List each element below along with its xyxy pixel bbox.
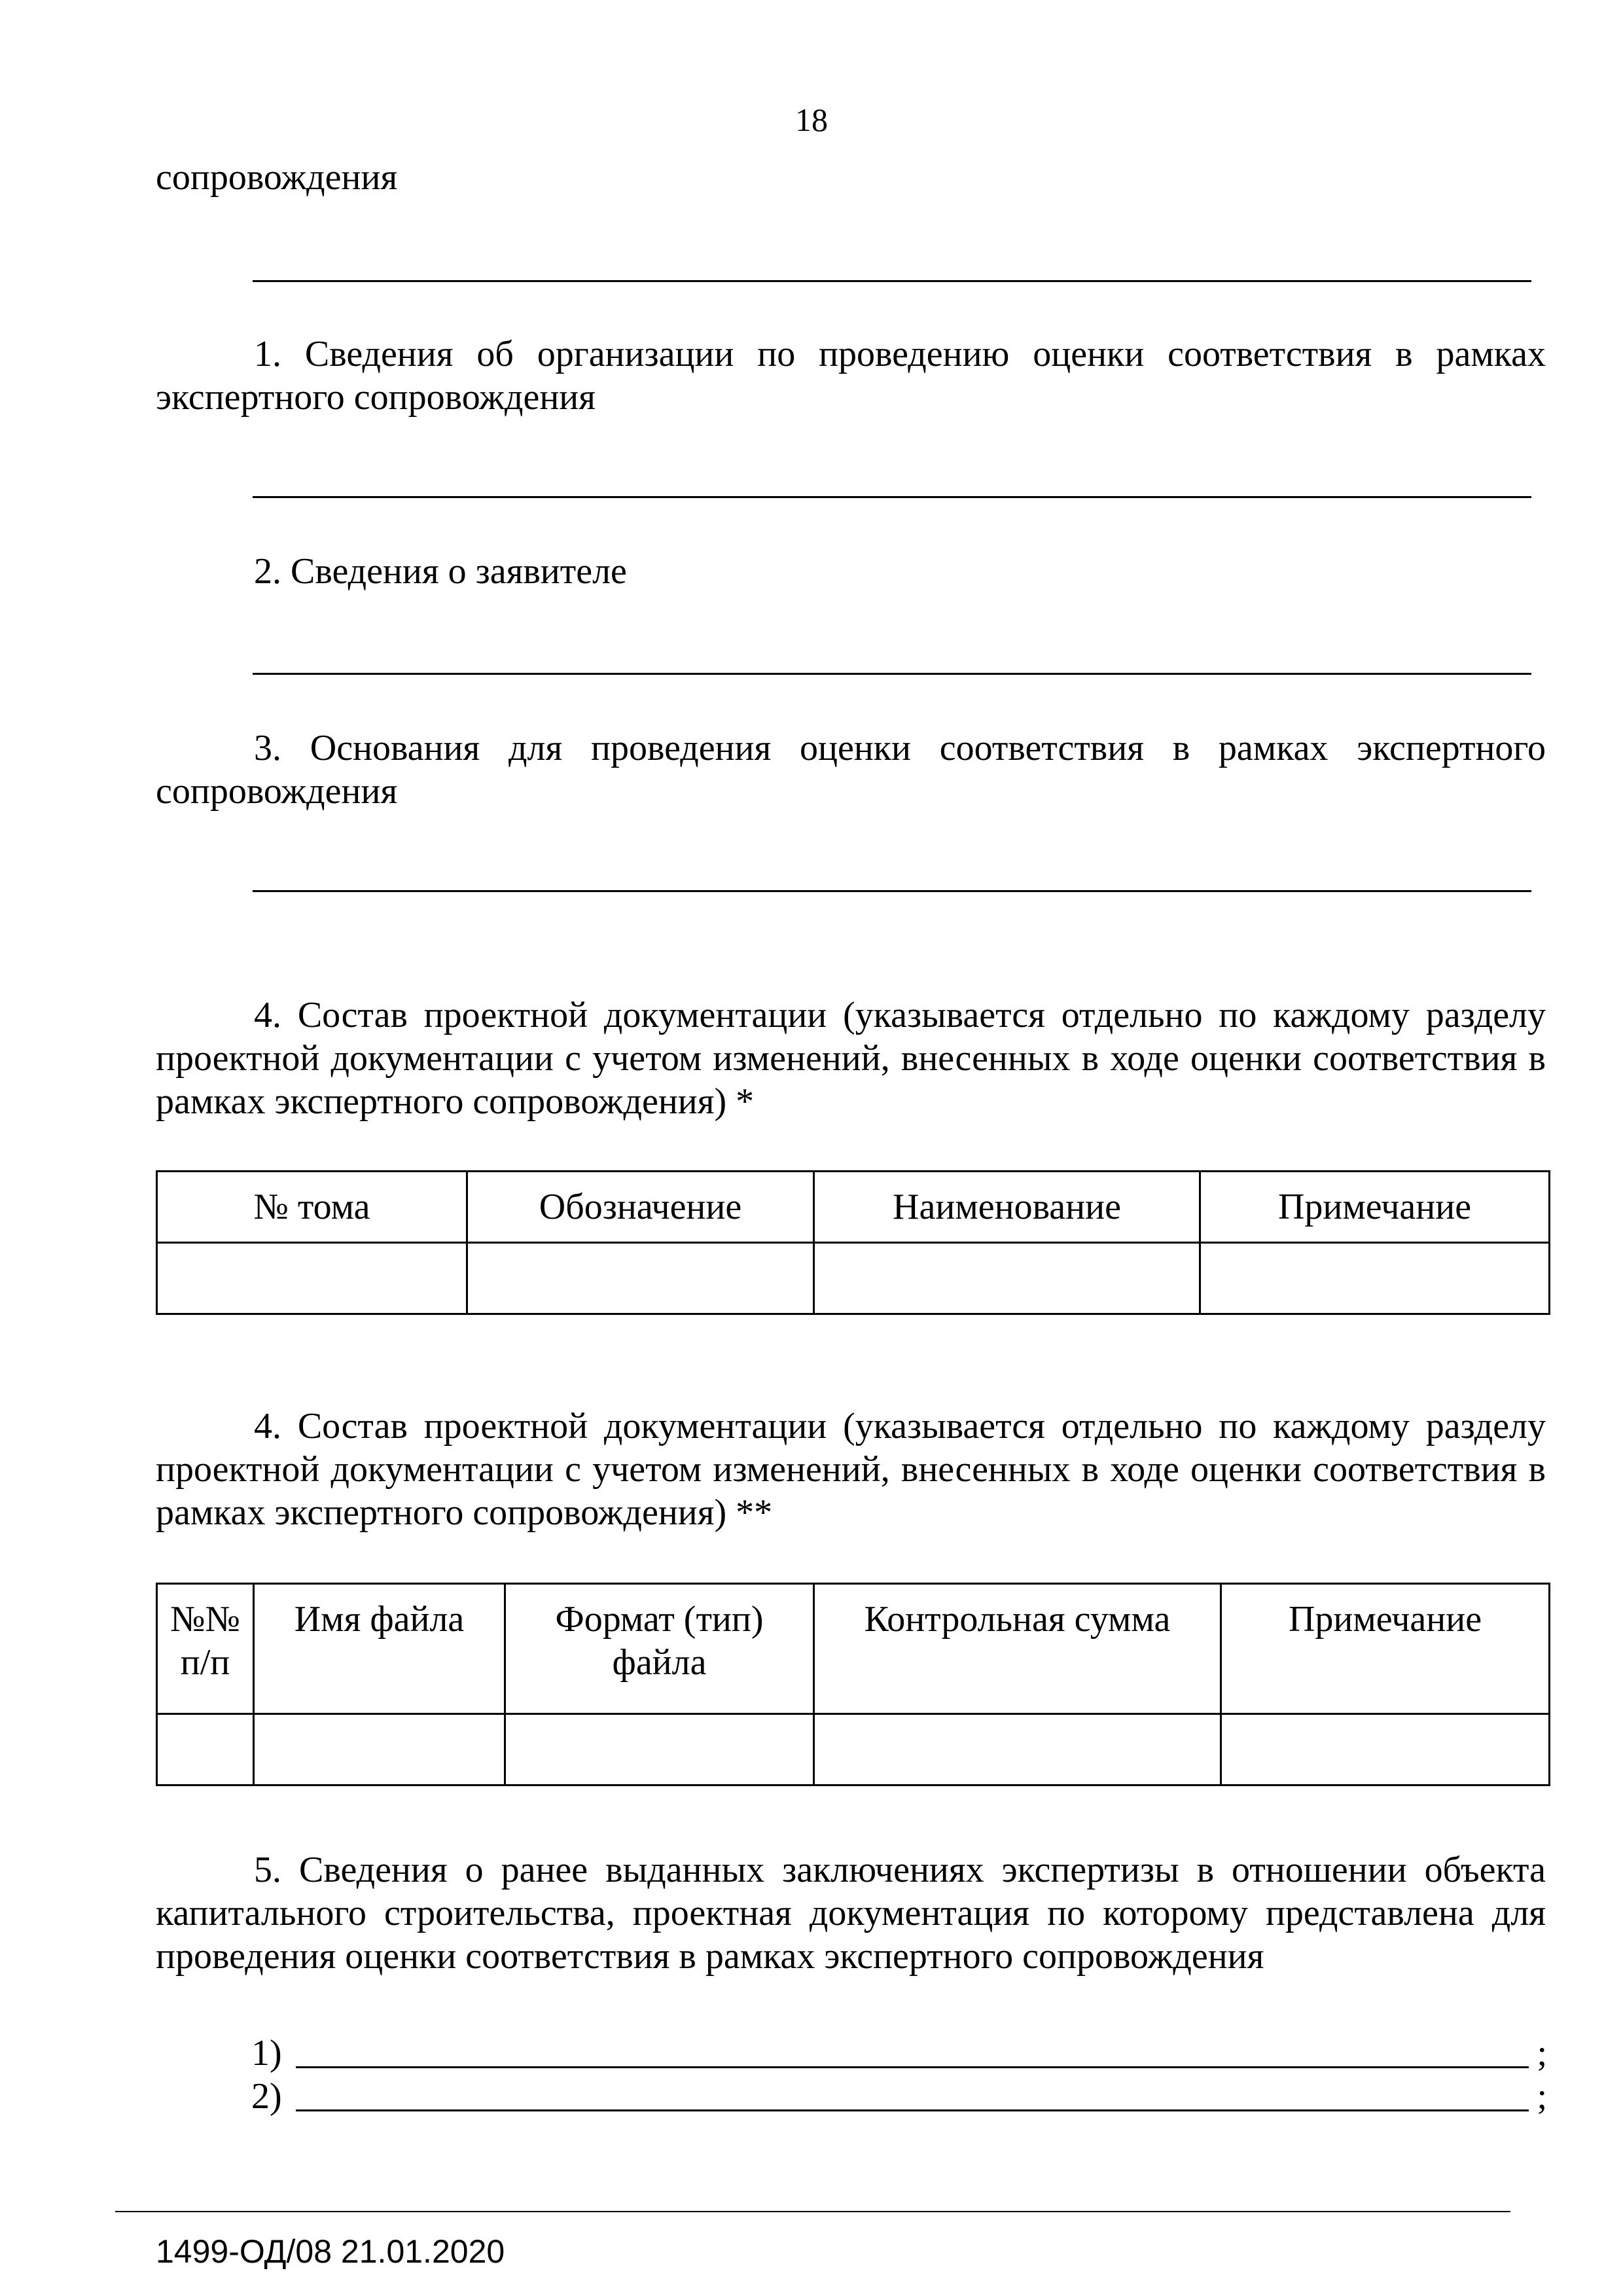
list-item	[251, 2032, 1547, 2075]
header-designation: Обозначение	[467, 1172, 814, 1243]
cell-file-name[interactable]	[254, 1714, 505, 1785]
header-checksum: Контрольная сумма	[814, 1584, 1221, 1714]
cell-note[interactable]	[1200, 1243, 1550, 1314]
section-3-number: 3.	[254, 728, 281, 768]
list-item-end: ;	[1537, 2033, 1547, 2073]
section-5-number: 5.	[254, 1850, 281, 1890]
table-row	[157, 1714, 1550, 1785]
section-1-text: Сведения об организации по проведению оценки соответствия в рамках экспертного сопровождения	[156, 334, 1546, 418]
list-item	[251, 2075, 1547, 2118]
header-note: Примечание	[1200, 1172, 1550, 1243]
section-2-text: Сведения о заявителе	[291, 551, 627, 592]
section-2	[156, 550, 1546, 593]
footer-divider	[115, 2211, 1510, 2212]
section-4a-number: 4.	[254, 995, 281, 1035]
page-number: 18	[795, 101, 828, 138]
section-3-text: Основания для проведения оценки соответствия в рамках экспертного сопровождения	[156, 728, 1546, 812]
list-item-label: 2)	[251, 2076, 282, 2117]
table-row	[157, 1243, 1550, 1314]
electronic-files-table	[156, 1583, 1550, 1786]
cell-note[interactable]	[1221, 1714, 1550, 1785]
cell-item-number[interactable]	[157, 1714, 254, 1785]
section-1-number: 1.	[254, 334, 281, 374]
header-note: Примечание	[1221, 1584, 1550, 1714]
cell-designation[interactable]	[467, 1243, 814, 1314]
cell-checksum[interactable]	[814, 1714, 1221, 1785]
documentation-volumes-table	[156, 1170, 1550, 1315]
section-4b-text: Состав проектной документации (указывается отдельно по каждому разделу проектной документации с учетом изменений, внесенных в ходе оценки соответствия в рамках экспертного сопровождения) **	[156, 1406, 1546, 1533]
table-header-row	[157, 1172, 1550, 1243]
section-2-number: 2.	[254, 551, 281, 592]
fill-line-intro[interactable]	[253, 280, 1531, 282]
section-5-text: Сведения о ранее выданных заключениях экспертизы в отношении объекта капитального строительства, проектная документация по которому представлена для проведения оценки соответствия в рамках экспертного сопровождения	[156, 1850, 1546, 1977]
fill-line-section-2[interactable]	[253, 673, 1531, 675]
footer-document-code: 1499-ОД/08 21.01.2020	[156, 2233, 505, 2270]
cell-volume-number[interactable]	[157, 1243, 467, 1314]
section-4a	[156, 994, 1546, 1123]
list-item-end: ;	[1537, 2076, 1547, 2117]
continuation-text: сопровождения	[156, 157, 398, 198]
fill-line-section-3[interactable]	[253, 890, 1531, 892]
section-4b	[156, 1405, 1546, 1534]
table-header-row	[157, 1584, 1550, 1714]
section-1	[156, 332, 1546, 419]
cell-file-format[interactable]	[505, 1714, 814, 1785]
header-volume-number: № тома	[157, 1172, 467, 1243]
cell-name[interactable]	[814, 1243, 1200, 1314]
header-file-name: Имя файла	[254, 1584, 505, 1714]
list-item-label: 1)	[251, 2033, 282, 2073]
header-file-format: Формат (тип) файла	[505, 1584, 814, 1714]
section-4b-number: 4.	[254, 1406, 281, 1446]
fill-line-section-1[interactable]	[253, 496, 1531, 498]
list-item-fill-line[interactable]	[296, 2109, 1529, 2111]
section-4a-text: Состав проектной документации (указывается отдельно по каждому разделу проектной документации с учетом изменений, внесенных в ходе оценки соответствия в рамках экспертного сопровождения) *	[156, 995, 1546, 1122]
section-5	[156, 1848, 1546, 1978]
list-item-fill-line[interactable]	[296, 2066, 1529, 2068]
header-item-number: №№ п/п	[157, 1584, 254, 1714]
section-3	[156, 726, 1546, 813]
header-name: Наименование	[814, 1172, 1200, 1243]
